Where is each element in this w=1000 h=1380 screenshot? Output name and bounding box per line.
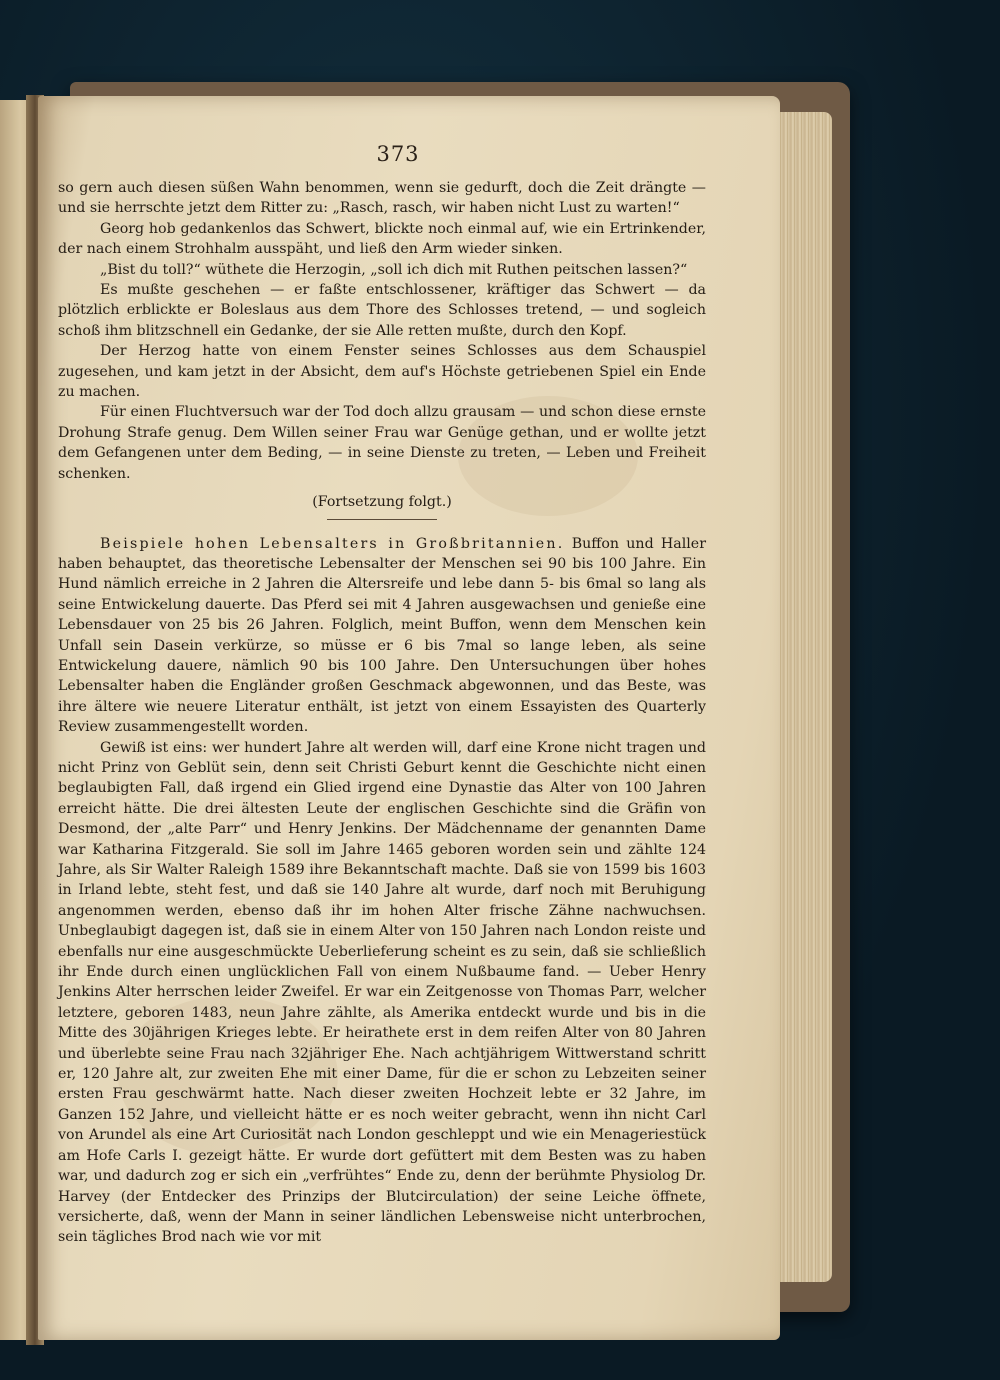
story-paragraph: „Bist du toll?“ wüthete die Herzogin, „soll ich dich mit Ruthen peitschen lassen?“ <box>100 261 688 278</box>
article-text: Buffon und Haller haben behauptet, das theoretische Lebensalter der Menschen sei 90 bis 100 Jahre. Ein Hund nämlich erreiche in 2 Jahren die Altersreife und lebe dann 5- bis 6mal so lang als seine Entwickelung dauerte. Das Pferd sei mit 4 Jahren ausgewachsen und genieße eine Lebensdauer von 25 bis 26 Jahren. Folglich, meint Buffon, wenn dem Menschen kein Unfall sein Dasein verkürze, so müsse er 6 bis 7mal so lange leben, als seine Entwickelung dauere, nämlich 90 bis 100 Jahre. Den Untersuchungen über hohes Lebensalter haben die Engländer großen Geschmack abgewonnen, und das Beste, was ihre ältere wie neuere Literatur enthält, ist jetzt von einem Essayisten des Quarterly Review zusammengestellt worden. <box>58 535 706 736</box>
article-paragraph <box>58 534 706 738</box>
page-number: 373 <box>376 142 420 166</box>
article-paragraph: Gewiß ist eins: wer hundert Jahre alt werden will, darf eine Krone nicht tragen und nicht Prinz von Geblüt sein, denn seit Christi Geburt kennt die Geschichte nicht einen beglaubigten Fall, daß irgend ein Glied irgend eine Dynastie das Alter von 100 Jahren erreicht hätte. Die drei ältesten Leute der englischen Geschichte sind die Gräfin von Desmond, der „alte Parr“ und Henry Jenkins. Der Mädchenname der genannten Dame war Katharina Fitzgerald. Sie soll im Jahre 1465 geboren worden sein und zählte 124 Jahre, als Sir Walter Raleigh 1589 ihre Bekanntschaft machte. Daß sie von 1599 bis 1603 in Irland lebte, steht fest, und daß sie 140 Jahre alt wurde, darf noch mit Beruhigung angenommen werden, ebenso daß ihr im hohen Alter frische Zähne nachwuchsen. Unbeglaubigt dagegen ist, daß sie in einem Alter von 150 Jahren nach London reiste und ebenfalls nur eine ausgeschmückte Ueberlieferung scheint es zu sein, daß sie schließlich ihr Ende durch einen unglücklichen Fall von einem Nußbaume fand. — Ueber Henry Jenkins Alter herrschen leider Zweifel. Er war ein Zeitgenosse von Thomas Parr, welcher letztere, geboren 1483, neun Jahre zählte, als Amerika entdeckt wurde und bis in die Mitte des 30jährigen Krieges lebte. Er heirathete erst in dem reifen Alter von 80 Jahren und überlebte seine Frau nach 32jähriger Ehe. Nach achtjährigem Wittwerstand schritt er, 120 Jahre alt, zur zweiten Ehe mit einer Dame, für die er schon zu Lebzeiten seiner ersten Frau geschwärmt hatte. Nach dieser zweiten Hochzeit lebte er 32 Jahre, im Ganzen 152 Jahre, und vielleicht hätte er es noch weiter gebracht, wenn ihn nicht Carl von Arundel als eine Art Curiosität nach London geschleppt und wie ein Menageriestück am Hofe Carls I. gezeigt hätte. Er wurde dort gefüttert mit dem Besten was zu haben war, und dadurch zog er sich ein „verfrühtes“ Ende zu, denn der berühmte Physiolog Dr. Harvey (der Entdecker des Prinzips der Blutcirculation) der seine Leiche öffnete, versicherte, daß, wenn der Mann in seiner ländlichen Lebensweise nicht unterbrochen, sein tägliches Brod nach wie vor mit <box>58 739 706 1246</box>
story-paragraph: Es mußte geschehen — er faßte entschlossener, kräftiger das Schwert — da plötzlich erblickte er Boleslaus aus dem Thore des Schlosses tretend, — und sogleich schoß ihm blitzschnell ein Gedanke, der sie Alle retten mußte, durch den Kopf. <box>58 282 706 339</box>
page-text <box>58 178 706 1248</box>
continued-note: (Fortsetzung folgt.) <box>312 494 452 511</box>
story-paragraph: so gern auch diesen süßen Wahn benommen, wenn sie gedurft, doch die Zeit drängte — und sie herrschte jetzt dem Ritter zu: „Rasch, rasch, wir haben nicht Lust zu warten!“ <box>58 180 706 217</box>
story-paragraph: Georg hob gedankenlos das Schwert, blickte noch einmal auf, wie ein Ertrinkender, der nach einem Strohhalm ausspäht, und ließ den Arm wieder sinken. <box>58 220 706 258</box>
story-paragraph: Für einen Fluchtversuch war der Tod doch allzu grausam — und schon diese ernste Drohung Strafe genug. Dem Willen seiner Frau war Genüge gethan, und er wollte jetzt dem Gefangenen unter dem Beding, — in seine Dienste zu treten, — Leben und Freiheit schenken. <box>58 404 706 482</box>
section-divider <box>327 519 437 520</box>
article-title: Beispiele hohen Lebensalters in Großbritannien. <box>100 535 565 552</box>
book-page <box>38 96 780 1340</box>
story-paragraph: Der Herzog hatte von einem Fenster seines Schlosses aus dem Schauspiel zugesehen, und kam jetzt in der Absicht, dem auf's Höchste getriebenen Spiel ein Ende zu machen. <box>58 343 706 401</box>
